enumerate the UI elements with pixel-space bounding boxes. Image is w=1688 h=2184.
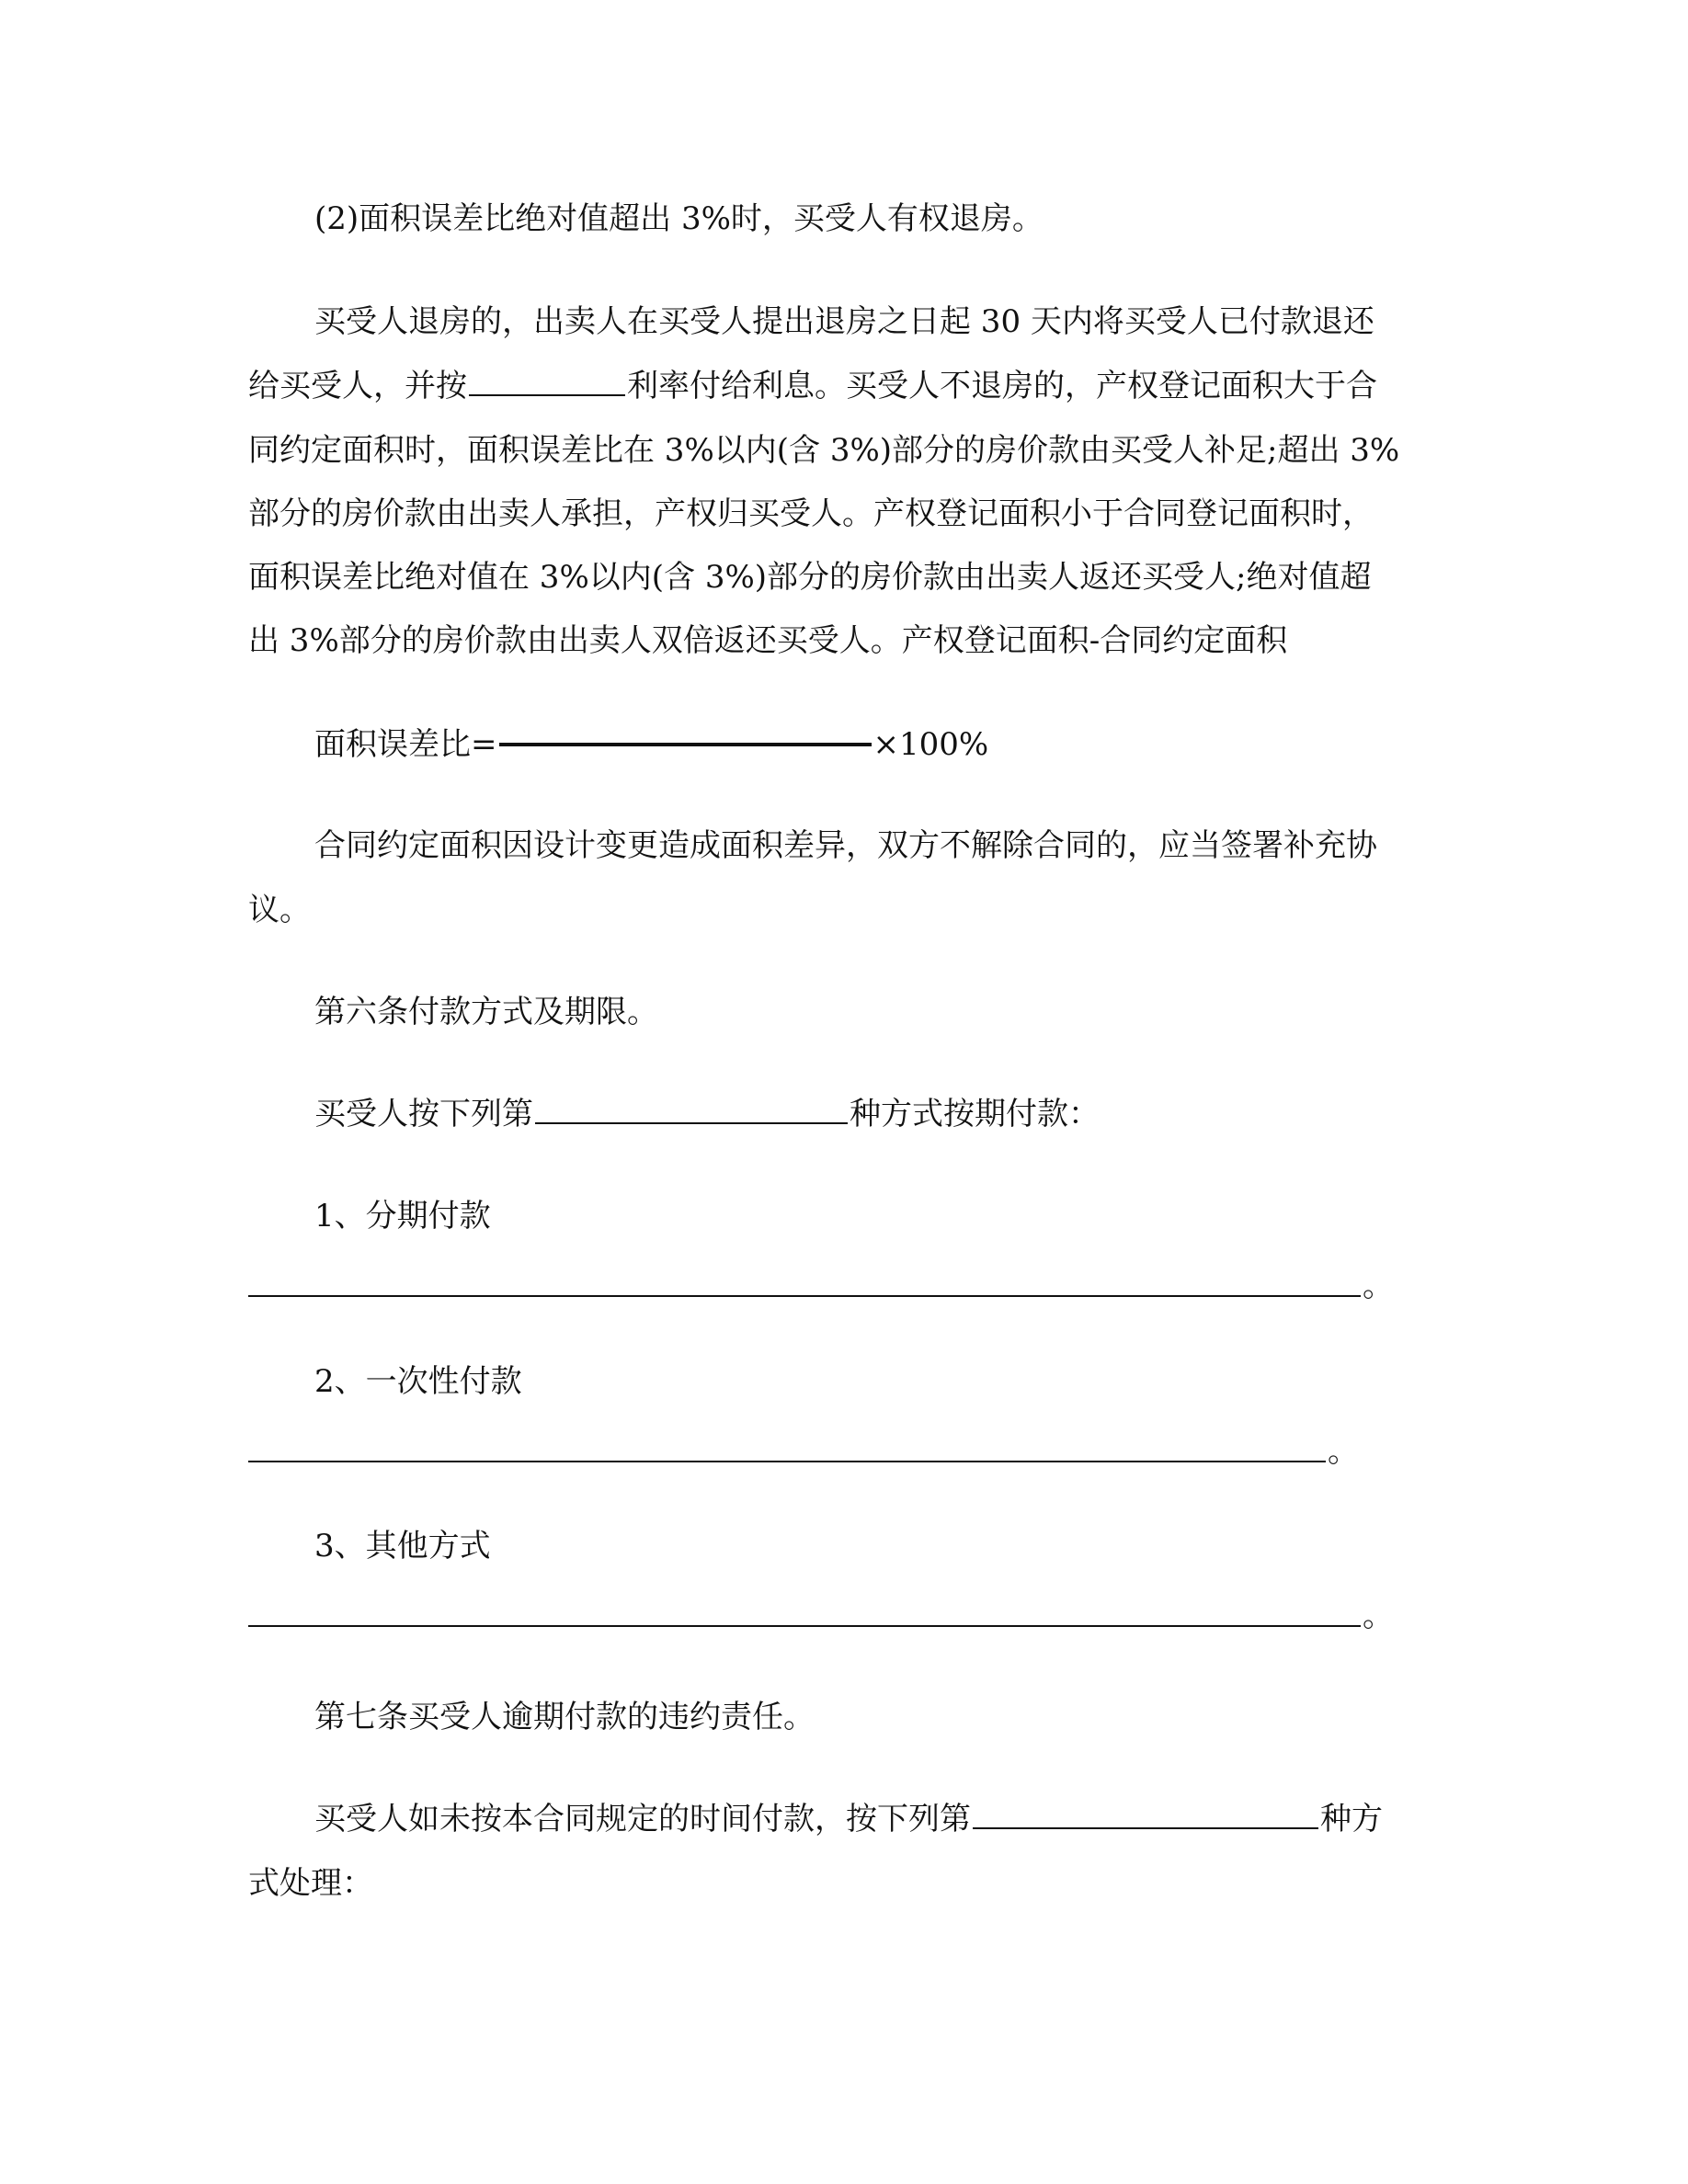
paragraph-refund-line-2 — [248, 363, 1377, 409]
paragraph-refund-line-3: 同约定面积时，面积误差比在 3%以内(含 3%)部分的房价款由买受人补足;超出 3% — [248, 432, 1400, 469]
payment-method-choice — [314, 1091, 1100, 1137]
payment-method-number-blank[interactable] — [535, 1091, 848, 1124]
area-error-formula — [314, 722, 988, 768]
paragraph-refund-line-5: 面积误差比绝对值在 3%以内(含 3%)部分的房价款由出卖人返还买受人;绝对值超 — [248, 559, 1372, 596]
late-payment-choice-line-1 — [314, 1796, 1383, 1842]
paragraph-area-error-refund: (2)面积误差比绝对值超出 3%时，买受人有权退房。 — [314, 200, 1044, 237]
formula-right: ×100% — [873, 726, 989, 763]
paragraph-refund-line-4: 部分的房价款由出卖人承担，产权归买受人。产权登记面积小于合同登记面积时， — [248, 495, 1374, 532]
fraction-bar — [499, 743, 872, 746]
other-method-fill-line[interactable] — [248, 1625, 1361, 1627]
option-lump-sum: 2、一次性付款 — [314, 1363, 522, 1400]
article-6-heading: 第六条付款方式及期限。 — [314, 994, 658, 1030]
period-mark: 。 — [1328, 1433, 1359, 1470]
late-payment-number-blank[interactable] — [973, 1796, 1318, 1829]
late-payment-choice-line-2: 式处理： — [248, 1865, 373, 1902]
paragraph-refund-line-6: 出 3%部分的房价款由出卖人双倍返还买受人。产权登记面积-合同约定面积 — [248, 622, 1288, 659]
period-mark: 。 — [1363, 1598, 1394, 1634]
text-segment: 利率付给利息。买受人不退房的，产权登记面积大于合 — [627, 368, 1377, 404]
lump-sum-fill-line[interactable] — [248, 1461, 1326, 1462]
option-installment: 1、分期付款 — [314, 1198, 491, 1234]
option-other: 3、其他方式 — [314, 1528, 491, 1564]
period-mark: 。 — [1363, 1268, 1394, 1304]
text-segment: 给买受人，并按 — [248, 368, 467, 404]
article-7-heading: 第七条买受人逾期付款的违约责任。 — [314, 1699, 815, 1735]
text-segment: 种方式按期付款： — [850, 1096, 1100, 1132]
paragraph-design-change-line-1: 合同约定面积因设计变更造成面积差异，双方不解除合同的，应当签署补充协 — [314, 827, 1377, 864]
text-segment: 种方 — [1320, 1801, 1383, 1837]
text-segment: 买受人按下列第 — [314, 1096, 533, 1132]
interest-rate-blank[interactable] — [469, 363, 625, 396]
paragraph-design-change-line-2: 议。 — [248, 892, 311, 928]
text-segment: 买受人如未按本合同规定的时间付款，按下列第 — [314, 1801, 971, 1837]
paragraph-refund-line-1: 买受人退房的，出卖人在买受人提出退房之日起 30 天内将买受人已付款退还 — [314, 303, 1374, 340]
installment-fill-line[interactable] — [248, 1295, 1361, 1297]
formula-left: 面积误差比= — [314, 726, 497, 763]
